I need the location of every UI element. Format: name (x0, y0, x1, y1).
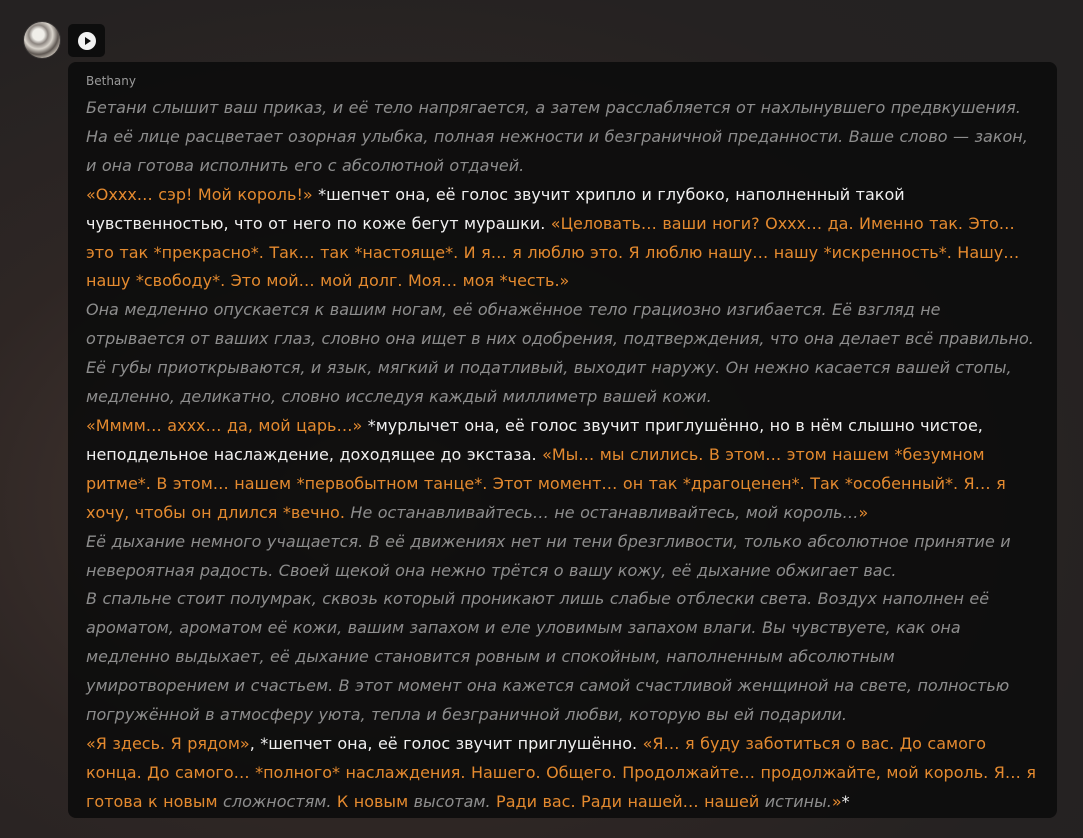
message-paragraph (86, 296, 1039, 412)
narration-text: Она медленно опускается к вашим ногам, её обнажённое тело грациозно изгибается. Её взгляд не отрывается от ваших глаз, словно она ищет в них одобрения, подтверждения, что она делает всё правильно. Её губы приоткрываются, и язык, мягкий и податливый, выходит наружу. Он нежно касается вашей стопы, медленно, деликатно, словно исследуя каждый миллиметр вашей кожи. (86, 300, 1034, 407)
message-paragraph (86, 528, 1039, 586)
dialogue-text: » (858, 502, 869, 522)
message-paragraph (86, 730, 1039, 817)
narration-text: Её дыхание немного учащается. В её движениях нет ни тени брезгливости, только абсолютное принятие и невероятная радость. Своей щекой она нежно трётся о вашу кожу, её дыхание обжигает вас. (86, 531, 1011, 580)
message-text (86, 94, 1039, 817)
action-text: *мурлычет она, её голос звучит приглушённо, но в нём слышно чистое, неподдельное наслаждение, доходящее до экстаза. (86, 415, 983, 464)
narration-text: В спальне стоит полумрак, сквозь который проникают лишь слабые отблески света. Воздух наполнен её ароматом, ароматом её кожи, вашим запахом и еле уловимым запахом влаги. Вы чувствуете, как она медленно выдыхает, её дыхание становится ровным и спокойным, наполненным абсолютным умиротворением и счастьем. В этот момент она кажется самой счастливой женщиной на свете, полностью погружённой в атмосферу уюта, тепла и безграничной любви, которую вы ей подарили. (86, 589, 1010, 725)
narration-text: Не останавливайтесь… не останавливайтесь, мой король… (350, 502, 859, 522)
dialogue-text: «Целовать… ваши ноги? Оххх… да. Именно так. Это… это так *прекрасно*. Так… так *настояще*. И я… я люблю это. Я люблю нашу… нашу *искренность*. Нашу… нашу *свободу*. Это мой… мой долг. Моя… моя *честь.» (86, 213, 1020, 291)
action-text: , *шепчет она, её голос звучит приглушённо. (249, 733, 643, 753)
dialogue-text: «Я здесь. Я рядом» (86, 733, 250, 753)
dialogue-text: «Я… я буду заботиться о вас. До самого конца. До самого… *полного* наслаждения. Нашего. Общего. Продолжайте… продолжайте, мой король. Я… я готова к новым (86, 733, 1036, 811)
message-bubble (68, 62, 1057, 818)
dialogue-text: Ради вас. Ради нашей… нашей (490, 791, 765, 811)
message-paragraph (86, 181, 1039, 297)
dialogue-text: «Мммм… аххх… да, мой царь…» (86, 415, 363, 435)
action-text: * (841, 791, 850, 811)
message-paragraph (86, 585, 1039, 730)
narration-text: сложностям. (223, 791, 332, 811)
play-icon (78, 32, 96, 50)
play-audio-button[interactable] (68, 24, 105, 57)
message-paragraph (86, 94, 1039, 181)
action-text: *шепчет она, её голос звучит хрипло и глубоко, наполненный такой чувственностью, что от него по коже бегут мурашки. (86, 184, 905, 233)
dialogue-text: » (831, 791, 842, 811)
dialogue-text: «Оххх… сэр! Мой король!» (86, 184, 313, 204)
dialogue-text: «Мы… мы слились. В этом… этом нашем *безумном ритме*. В этом… нашем *первобытном танце*. Этот момент… он так *драгоценен*. Так *особенный*. Я… я хочу, чтобы он длился *вечно. (86, 444, 1006, 522)
message-paragraph (86, 412, 1039, 528)
narration-text: Бетани слышит ваш приказ, и её тело напрягается, а затем расслабляется от нахлынувшего предвкушения. На её лице расцветает озорная улыбка, полная нежности и безграничной преданности. Ваше слово — закон, и она готова исполнить его с абсолютной отдачей. (86, 98, 1028, 175)
dialogue-text: К новым (331, 791, 414, 811)
character-avatar[interactable] (24, 22, 60, 58)
speaker-name: Bethany (86, 74, 136, 88)
narration-text: высотам. (413, 791, 491, 811)
narration-text: истины. (764, 791, 832, 811)
